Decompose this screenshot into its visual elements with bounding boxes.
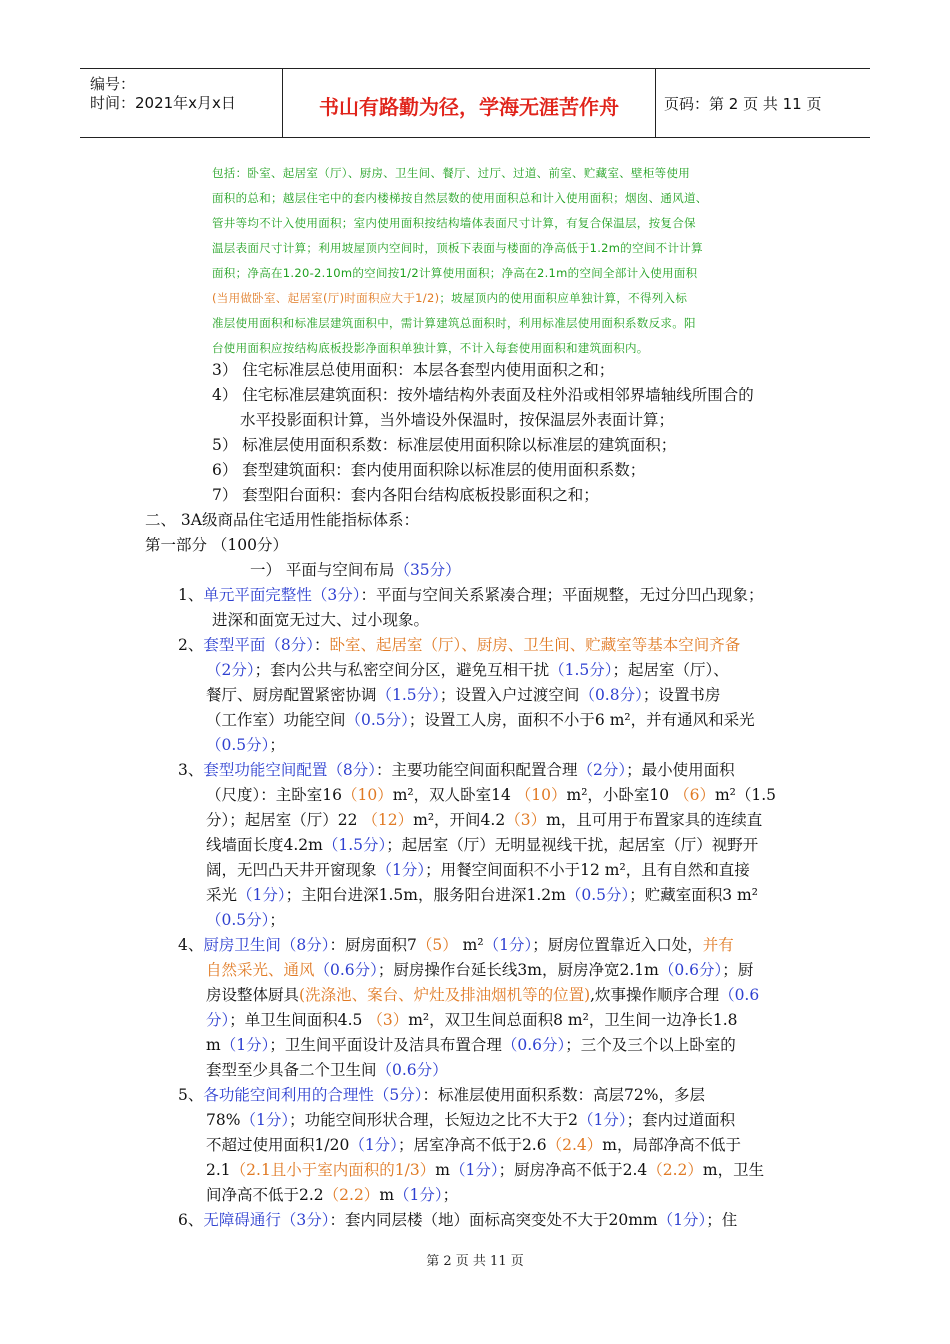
text: ；起居室（厅）无明显视线干扰，起居室（厅）视野开 (386, 836, 759, 854)
section-2-heading: 二、 3A级商品住宅适用性能指标体系： (145, 511, 419, 529)
text: ；设置工人房，面积不小于6 m²，并有通风和采光 (408, 711, 755, 729)
highlight: 自然采光、通风 (206, 961, 315, 979)
alt-value: （5） (416, 936, 458, 954)
criterion-2-line-2 (206, 660, 729, 680)
header-motto-cell (283, 69, 656, 137)
note-line-1: 包括：卧室、起居室（厅）、厨房、卫生间、餐厅、过厅、过道、前室、贮藏室、壁柜等使用 (212, 166, 691, 180)
text: m²，双卫生间总面积8 m²，卫生间一边净长1.8 (408, 1011, 738, 1029)
alt-value: （3） (505, 811, 547, 829)
alt-value: （10） (341, 786, 393, 804)
subsection-1-score: （35分） (394, 561, 461, 579)
text: ,炊事操作顺序合理 (590, 986, 720, 1004)
text: 套型至少具备二个卫生间 (206, 1061, 377, 1079)
text: ；厨房净高不低于2.4 (498, 1161, 648, 1179)
text: m²，小卧室10 (566, 786, 675, 804)
score: （0.5分） (206, 736, 270, 754)
score: （0.6分） (658, 961, 723, 979)
text: ；卫生间平面设计及洁具布置合理 (269, 1036, 502, 1054)
text: m²，开间4.2 (413, 811, 506, 829)
score: （1.5分） (549, 661, 613, 679)
score: （0.5分） (565, 886, 630, 904)
criterion-3-line-5 (206, 860, 750, 880)
note-line-7: 准层使用面积和标准层建筑面积中，需计算建筑总面积时，利用标准层使用面积系数反求。阳 (212, 316, 696, 330)
text: 采光 (206, 886, 238, 904)
criterion-5-number: 5、 (178, 1086, 204, 1104)
criterion-2-line-1 (178, 635, 740, 655)
text: m，卫生 (702, 1161, 765, 1179)
alt-value: （2.2） (323, 1186, 380, 1204)
text: ； (269, 911, 285, 929)
criterion-5-title: 各功能空间利用的合理性（5分） (203, 1086, 423, 1104)
criterion-5-line-3 (206, 1135, 741, 1155)
criterion-6-number: 6、 (178, 1211, 204, 1229)
note-line-2: 面积的总和；越层住宅中的套内楼梯按自然层数的使用面积总和计入使用面积；烟囱、通风道、 (212, 191, 708, 205)
score: （1分） (220, 1036, 270, 1054)
criterion-5-line-2 (206, 1110, 735, 1130)
text: （尺度）：主卧室16 (206, 786, 342, 804)
text: ； (442, 1186, 459, 1204)
score: （1.5分） (376, 686, 440, 704)
text: m，且可用于布置家具的连续直 (546, 811, 763, 829)
highlight: 并有 (702, 936, 734, 954)
criterion-1-line-1 (178, 585, 764, 605)
alt-value: （12） (362, 811, 414, 829)
criterion-1-line-2: 进深和面宽无过大、过小现象。 (212, 611, 430, 629)
item-4-line-2: 水平投影面积计算，当外墙设外保温时，按保温层外表面计算； (240, 411, 675, 429)
item-7: 7） 套型阳台面积：套内各阳台结构底板投影面积之和； (212, 486, 599, 504)
criterion-2-number: 2、 (178, 636, 204, 654)
alt-value: （2.1且小于室内面积的1/3） (230, 1161, 436, 1179)
text: ；住 (706, 1211, 738, 1229)
item-3: 3） 住宅标准层总使用面积：本层各套型内使用面积之和； (212, 361, 615, 379)
criterion-6-title: 无障碍通行（3分） (203, 1211, 330, 1229)
text: ；设置入户过渡空间 (439, 686, 580, 704)
score: （1分） (237, 886, 286, 904)
score: （1.5分） (322, 836, 387, 854)
text: ；功能空间形状合理，长短边之比不大于2 (289, 1111, 578, 1129)
text: ；起居室（厅）、 (612, 661, 729, 679)
text: 房设整体厨具 (206, 986, 300, 1004)
item-6: 6） 套型建筑面积：套内使用面积除以标准层的使用面积系数； (212, 461, 646, 479)
criterion-1-number: 1、 (178, 586, 204, 604)
score: （0.8分） (579, 686, 643, 704)
text: ；贮藏室面积3 m² (629, 886, 758, 904)
score: （1分） (376, 861, 426, 879)
text: 分）；起居室（厅）22 (206, 811, 363, 829)
text: ；居室净高不低于2.6 (397, 1136, 547, 1154)
criterion-4-line-5 (206, 1035, 736, 1055)
criterion-1-text: ：平面与空间关系紧凑合理；平面规整，无过分凹凸现象； (360, 586, 764, 604)
text: ；三个及三个以上卧室的 (565, 1036, 736, 1054)
criterion-3-line-1 (178, 760, 735, 780)
criterion-5-line-4 (206, 1160, 764, 1180)
text: 间净高不低于2.2 (206, 1186, 324, 1204)
page-footer: 第 2 页 共 11 页 (426, 1254, 524, 1269)
alt-value: （10） (515, 786, 567, 804)
alt-value: （2.2） (647, 1161, 703, 1179)
text: 餐厅、厨房配置紧密协调 (206, 686, 377, 704)
text: 阔，无凹凸天井开窗现象 (206, 861, 377, 879)
criterion-1-title: 单元平面完整性（3分） (203, 586, 361, 604)
score: （0.6分） (314, 961, 378, 979)
text: m (206, 1036, 221, 1054)
note-line-8: 台使用面积应按结构底板投影净面积单独计算，不计入每套使用面积和建筑面积内。 (212, 341, 649, 355)
criterion-3-line-3 (206, 810, 762, 830)
score: 分） (206, 1011, 230, 1029)
score: （0.6分） (376, 1061, 448, 1079)
text: m，局部净高不低于 (602, 1136, 741, 1154)
score: （1分） (394, 1186, 443, 1204)
text: ：标准层使用面积系数：高层72%，多层 (422, 1086, 705, 1104)
subsection-1-heading (250, 560, 461, 580)
criterion-2-line-4 (206, 710, 755, 730)
note-line-3: 管井等均不计入使用面积；室内使用面积按结构墙体表面尺寸计算，有复合保温层，按复合保 (212, 216, 696, 230)
text: ：套内同层楼（地）面标高突变处不大于20mm (329, 1211, 658, 1229)
criterion-2-line-3 (206, 685, 720, 705)
score: （1分） (240, 1111, 290, 1129)
doc-number-label: 编号： (90, 75, 136, 93)
text: m (379, 1186, 395, 1204)
criterion-2-line-5 (206, 735, 285, 755)
note-line-6 (212, 290, 812, 306)
item-5: 5） 标准层使用面积系数：标准层使用面积除以标准层的建筑面积； (212, 436, 677, 454)
criterion-2-highlight: 卧室、起居室（厅）、厨房、卫生间、贮藏室等基本空间齐备 (329, 636, 741, 654)
text: m²，双人卧室14 (392, 786, 516, 804)
text: ；厨 (722, 961, 754, 979)
criterion-4-line-2 (206, 960, 753, 980)
subsection-1-title: 一） 平面与空间布局 (250, 561, 395, 579)
criterion-3-number: 3、 (178, 761, 204, 779)
criterion-3-title: 套型功能空间配置（8分） (203, 761, 376, 779)
score: （2分） (206, 661, 255, 679)
criterion-3-line-2 (206, 785, 776, 805)
highlight: (洗涤池、案台、炉灶及排油烟机等的位置) (299, 986, 591, 1004)
criterion-4-line-6 (206, 1060, 448, 1080)
text: ；厨房操作台延长线3m，厨房净宽2.1m (377, 961, 659, 979)
header-motto: 书山有路勤为径，学海无涯苦作舟 (319, 95, 619, 119)
criterion-4-line-1 (178, 935, 734, 955)
text: 不超过使用面积1/20 (206, 1136, 350, 1154)
criterion-3-line-6 (206, 885, 758, 905)
text: m (435, 1161, 450, 1179)
score: （1分） (657, 1211, 707, 1229)
score: （1分） (349, 1136, 398, 1154)
note-line-4: 温层表面尺寸计算；利用坡屋顶内空间时，顶板下表面与楼面的净高低于1.2m的空间不计计算 (212, 241, 703, 255)
score: （0.5分） (206, 911, 270, 929)
note-line-5: 面积；净高在1.20-2.10m的空间按1/2计算使用面积；净高在2.1m的空间全部计入使用面积 (212, 266, 698, 280)
criterion-4-title: 厨房卫生间（8分） (203, 936, 330, 954)
criterion-4-line-3 (206, 985, 759, 1005)
score: （0.5分） (345, 711, 409, 729)
criterion-4-number: 4、 (178, 936, 204, 954)
score: （0.6分） (501, 1036, 566, 1054)
note-line-6-orange: (当用做卧室、起居室(厅)时面积应大于1/2) (212, 291, 440, 305)
criterion-5-line-1 (178, 1085, 705, 1105)
criterion-2-colon: ： (314, 636, 330, 654)
text: ；最小使用面积 (626, 761, 735, 779)
text: ；设置书房 (642, 686, 721, 704)
text: 78% (206, 1111, 241, 1129)
criterion-5-line-5 (206, 1185, 458, 1205)
score: （2分） (577, 761, 627, 779)
text: ；用餐空间面积不小于12 m²，且有自然和直接 (425, 861, 750, 879)
criterion-2-title: 套型平面（8分） (203, 636, 314, 654)
text: ：厨房面积7 (329, 936, 417, 954)
text: ；主阳台进深1.5m，服务阳台进深1.2m (285, 886, 566, 904)
alt-value: （3） (367, 1011, 409, 1029)
alt-value: （2.4） (546, 1136, 603, 1154)
criterion-4-line-4 (206, 1010, 737, 1030)
text: ；单卫生间面积4.5 (229, 1011, 368, 1029)
text: ；套内过道面积 (626, 1111, 736, 1129)
text: m² (457, 936, 484, 954)
score: （1分） (577, 1111, 627, 1129)
header-meta-cell (80, 69, 283, 137)
text: ；套内公共与私密空间分区，避免互相干扰 (254, 661, 550, 679)
text: m²（1.5 (714, 786, 777, 804)
note-line-6-rest: ；坡屋顶内的使用面积应单独计算，不得列入标 (439, 291, 688, 305)
text: （工作室）功能空间 (206, 711, 346, 729)
text: ；厨房位置靠近入口处， (532, 936, 703, 954)
text: ：主要功能空间面积配置合理 (376, 761, 578, 779)
score: （1分） (449, 1161, 499, 1179)
score: （0.6 (719, 986, 760, 1004)
score: （1分） (483, 936, 533, 954)
doc-time-label: 时间：2021年x月x日 (90, 94, 236, 112)
criterion-3-line-7 (206, 910, 285, 930)
text: 线墙面长度4.2m (206, 836, 323, 854)
part-1-heading: 第一部分 （100分） (145, 536, 289, 554)
header-page-info: 页码：第 2 页 共 11 页 (664, 95, 822, 113)
criterion-3-line-4 (206, 835, 758, 855)
text: 2.1 (206, 1161, 231, 1179)
criterion-6-line-1 (178, 1210, 737, 1230)
page-header (80, 68, 870, 138)
alt-value: （6） (674, 786, 715, 804)
header-page-cell (656, 69, 870, 137)
item-4-line-1: 4） 住宅标准层建筑面积：按外墙结构外表面及柱外沿或相邻界墙轴线所围合的 (212, 386, 754, 404)
text: ； (269, 736, 285, 754)
